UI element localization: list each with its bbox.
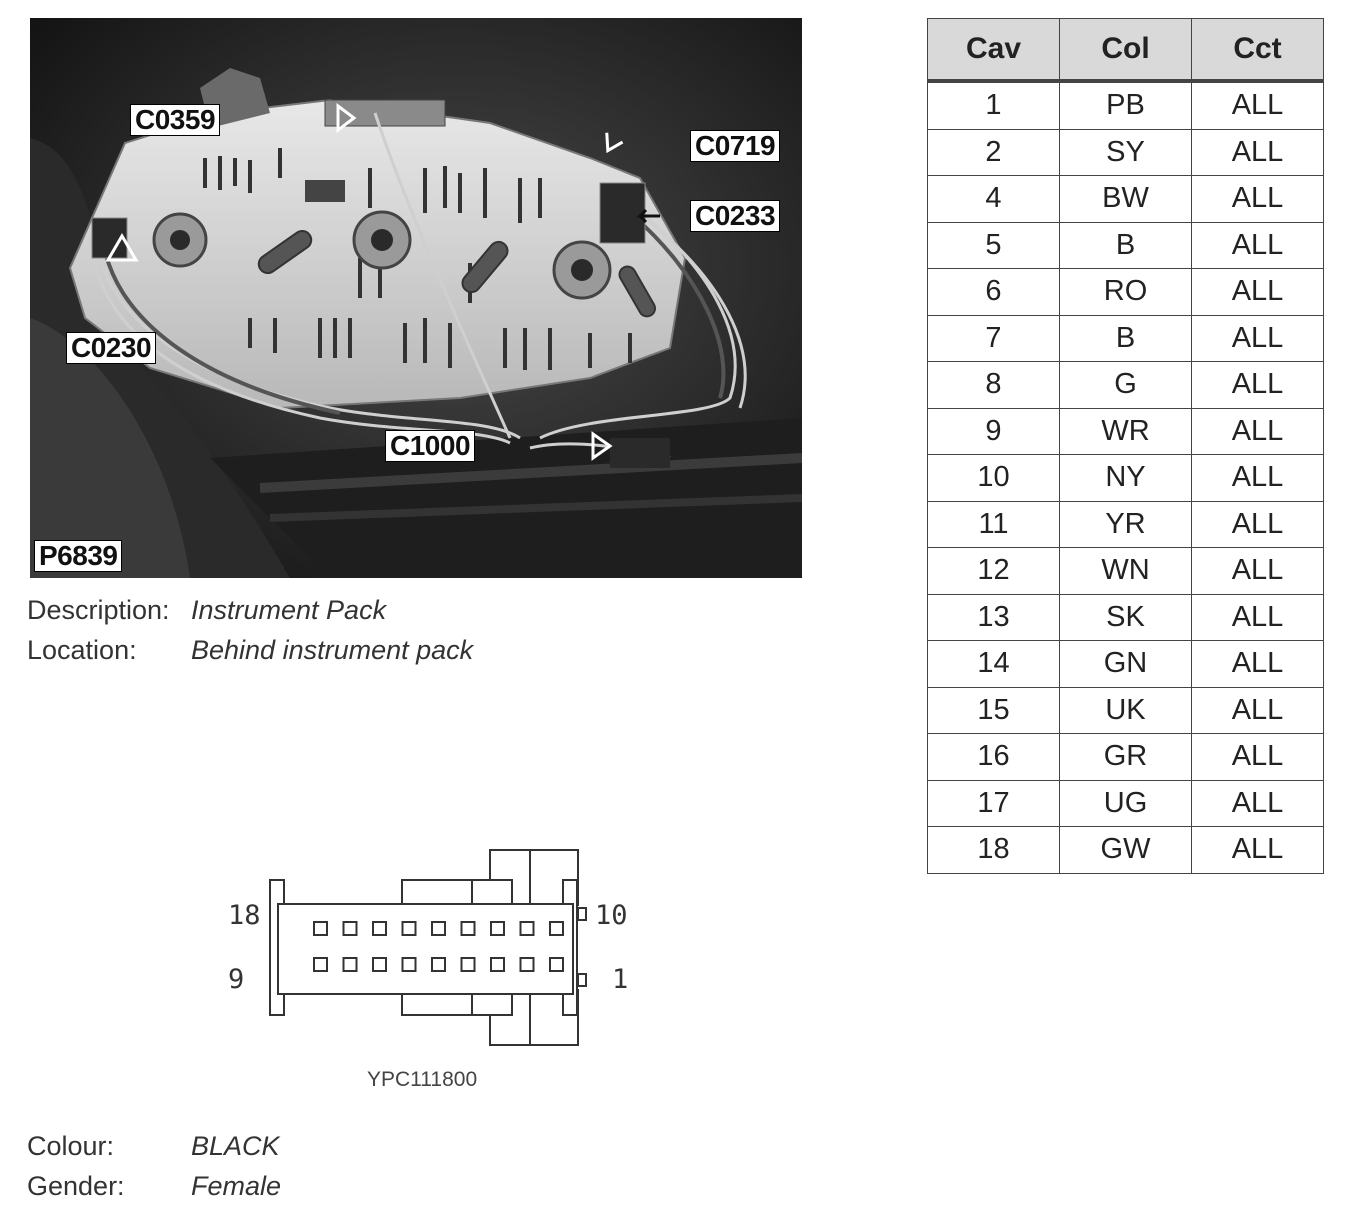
table-row <box>928 734 1324 781</box>
cell-col: UK <box>1060 687 1192 734</box>
connector-properties <box>27 1126 527 1206</box>
cell-cct: ALL <box>1192 780 1324 827</box>
cavity <box>550 958 563 971</box>
table-row <box>928 827 1324 874</box>
cell-cav: 8 <box>928 362 1060 409</box>
cavity <box>521 958 534 971</box>
cell-col: GW <box>1060 827 1192 874</box>
cell-cav: 7 <box>928 315 1060 362</box>
cavity <box>373 958 386 971</box>
cell-col: YR <box>1060 501 1192 548</box>
table-row <box>928 455 1324 502</box>
cavity <box>314 958 327 971</box>
table-row <box>928 129 1324 176</box>
cell-col: B <box>1060 315 1192 362</box>
connector-face-diagram <box>220 840 640 1065</box>
cell-cct: ALL <box>1192 548 1324 595</box>
cavity <box>403 958 416 971</box>
cell-cct: ALL <box>1192 594 1324 641</box>
cell-cct: ALL <box>1192 362 1324 409</box>
connector-part-number: YPC111800 <box>367 1068 478 1091</box>
cell-cav: 14 <box>928 641 1060 688</box>
cavity <box>550 922 563 935</box>
pinout-rows <box>928 81 1324 873</box>
cavity <box>521 922 534 935</box>
cell-cav: 1 <box>928 81 1060 129</box>
connector-location-photo <box>30 18 802 578</box>
table-row <box>928 594 1324 641</box>
cell-col: SY <box>1060 129 1192 176</box>
cell-cct: ALL <box>1192 455 1324 502</box>
cell-col: WN <box>1060 548 1192 595</box>
cavity <box>314 922 327 935</box>
cell-cav: 9 <box>928 408 1060 455</box>
gender-label: Gender: <box>27 1171 125 1201</box>
cell-cct: ALL <box>1192 827 1324 874</box>
header-cct: Cct <box>1192 19 1324 82</box>
cell-cav: 13 <box>928 594 1060 641</box>
table-row <box>928 315 1324 362</box>
cavity <box>491 922 504 935</box>
cell-cct: ALL <box>1192 129 1324 176</box>
cell-cav: 6 <box>928 269 1060 316</box>
cell-col: SK <box>1060 594 1192 641</box>
cell-cav: 11 <box>928 501 1060 548</box>
location-row <box>27 630 527 670</box>
cavity <box>403 922 416 935</box>
pin-label-10: 10 <box>595 900 628 931</box>
cavity <box>432 922 445 935</box>
table-row <box>928 641 1324 688</box>
cavity <box>462 922 475 935</box>
cell-cav: 5 <box>928 222 1060 269</box>
cell-cct: ALL <box>1192 641 1324 688</box>
instrument-pack-illustration <box>30 18 802 578</box>
callout-c0359: C0359 <box>130 104 220 136</box>
table-row <box>928 269 1324 316</box>
colour-value: BLACK <box>191 1131 280 1161</box>
photo-code: P6839 <box>34 540 122 572</box>
cell-col: G <box>1060 362 1192 409</box>
table-row <box>928 362 1324 409</box>
gender-value: Female <box>191 1171 282 1201</box>
table-header-row <box>928 19 1324 82</box>
table-row <box>928 548 1324 595</box>
location-label: Location: <box>27 635 137 665</box>
cell-col: GR <box>1060 734 1192 781</box>
cavity <box>373 922 386 935</box>
cell-col: BW <box>1060 176 1192 223</box>
cell-cct: ALL <box>1192 687 1324 734</box>
cavity <box>462 958 475 971</box>
header-cav: Cav <box>928 19 1060 82</box>
table-row <box>928 222 1324 269</box>
cell-col: RO <box>1060 269 1192 316</box>
pinout-table <box>927 18 1324 874</box>
connector-face-drawing <box>220 840 640 1060</box>
cell-cav: 16 <box>928 734 1060 781</box>
cell-col: B <box>1060 222 1192 269</box>
pin-label-9: 9 <box>228 964 245 995</box>
cell-col: PB <box>1060 81 1192 129</box>
callout-c1000: C1000 <box>385 430 475 462</box>
cell-cct: ALL <box>1192 81 1324 129</box>
cavity <box>344 958 357 971</box>
table-row <box>928 81 1324 129</box>
cell-col: WR <box>1060 408 1192 455</box>
cell-cav: 18 <box>928 827 1060 874</box>
pin-label-18: 18 <box>228 900 261 931</box>
cell-cct: ALL <box>1192 176 1324 223</box>
cavity <box>432 958 445 971</box>
colour-label: Colour: <box>27 1131 115 1161</box>
gender-row <box>27 1166 527 1206</box>
cell-cct: ALL <box>1192 222 1324 269</box>
colour-row <box>27 1126 527 1166</box>
cell-col: NY <box>1060 455 1192 502</box>
cell-cav: 2 <box>928 129 1060 176</box>
cell-cct: ALL <box>1192 269 1324 316</box>
callout-c0233: C0233 <box>690 200 780 232</box>
callout-c0719: C0719 <box>690 130 780 162</box>
table-row <box>928 687 1324 734</box>
table-row <box>928 501 1324 548</box>
connector-description <box>27 590 527 670</box>
cell-cav: 12 <box>928 548 1060 595</box>
cavity <box>344 922 357 935</box>
cell-cav: 15 <box>928 687 1060 734</box>
description-label: Description: <box>27 595 170 625</box>
cell-col: UG <box>1060 780 1192 827</box>
cell-cav: 17 <box>928 780 1060 827</box>
table-row <box>928 780 1324 827</box>
cell-cct: ALL <box>1192 734 1324 781</box>
header-col: Col <box>1060 19 1192 82</box>
cell-cct: ALL <box>1192 408 1324 455</box>
table-row <box>928 408 1324 455</box>
cell-cct: ALL <box>1192 315 1324 362</box>
location-value: Behind instrument pack <box>191 635 474 665</box>
cell-cct: ALL <box>1192 501 1324 548</box>
callout-c0230: C0230 <box>66 332 156 364</box>
cavity <box>491 958 504 971</box>
cell-cav: 4 <box>928 176 1060 223</box>
pin-label-1: 1 <box>612 964 629 995</box>
table-row <box>928 176 1324 223</box>
cell-col: GN <box>1060 641 1192 688</box>
description-value: Instrument Pack <box>191 595 387 625</box>
description-row <box>27 590 527 630</box>
cell-cav: 10 <box>928 455 1060 502</box>
